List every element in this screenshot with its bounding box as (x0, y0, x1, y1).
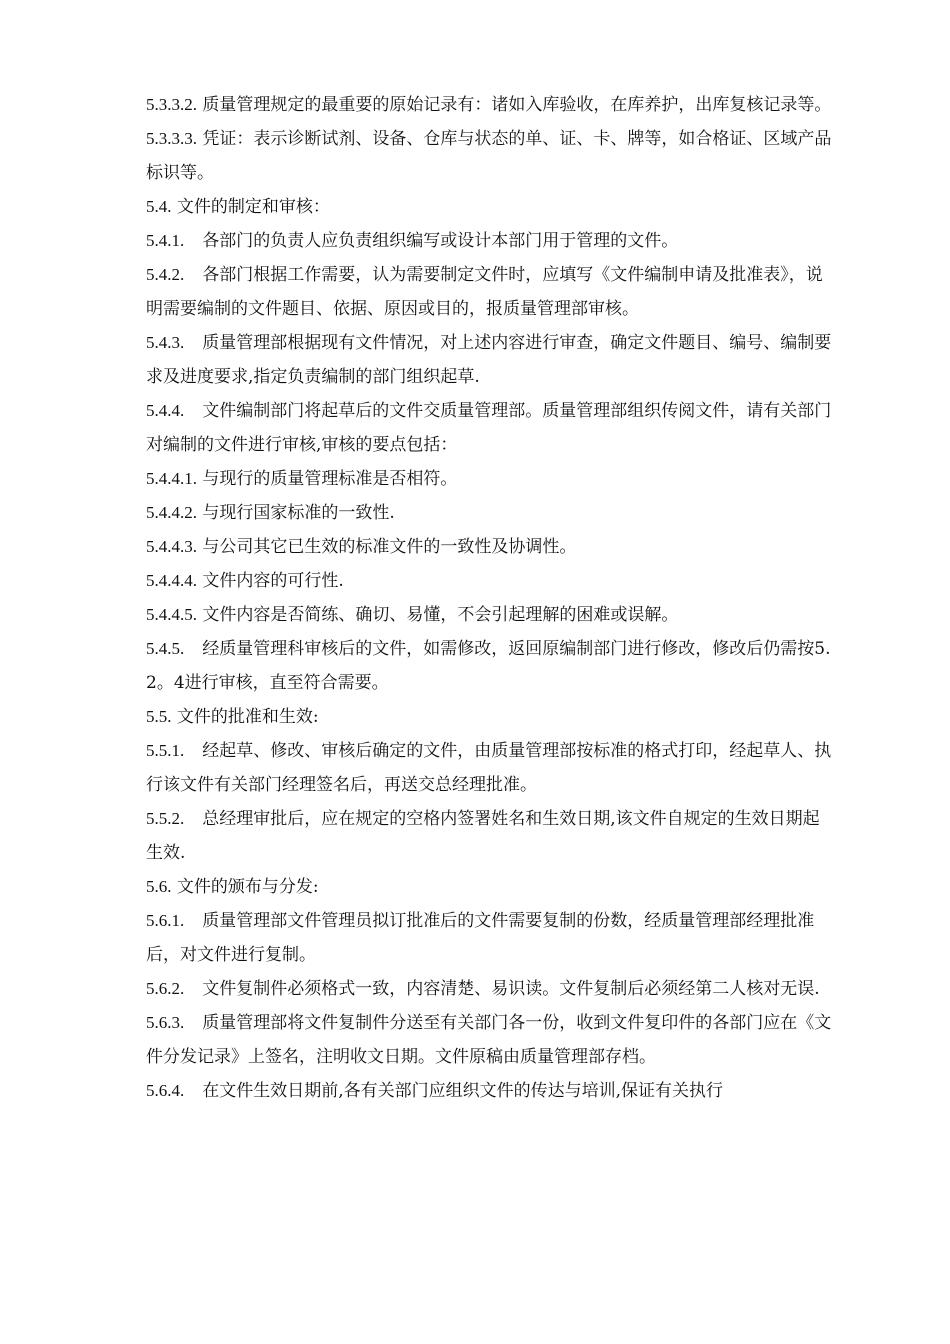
paragraph-number: 5.5.1. (146, 741, 185, 760)
paragraph-number: 5.4.4. (146, 401, 185, 420)
paragraph-number: 5.6.3. (146, 1013, 185, 1032)
paragraph-text: 凭证：表示诊断试剂、设备、仓库与状态的单、证、卡、牌等，如合格证、区域产品标识等。 (146, 129, 832, 183)
paragraph-number: 5.4.4.5. (146, 605, 197, 624)
paragraph-5-6-2 (146, 972, 836, 1006)
paragraph-5-6-1 (146, 904, 836, 972)
paragraph-text: 质量管理部文件管理员拟订批准后的文件需要复制的份数，经质量管理部经理批准后，对文件进行复制。 (146, 911, 815, 965)
paragraph-number: 5.4.4.1. (146, 469, 197, 488)
paragraph-number: 5.5. (146, 707, 172, 726)
paragraph-number: 5.6.4. (146, 1081, 185, 1100)
paragraph-text: 质量管理规定的最重要的原始记录有：诸如入库验收，在库养护，出库复核记录等。 (202, 95, 832, 115)
paragraph-text: 各部门根据工作需要，认为需要制定文件时，应填写《文件编制申请及批准表》，说明需要编制的文件题目、依据、原因或目的，报质量管理部审核。 (146, 265, 823, 319)
document-body (146, 88, 836, 1108)
paragraph-number: 5.3.3.2. (146, 95, 197, 114)
paragraph-5-4-4-1 (146, 462, 836, 496)
paragraph-5-4-4 (146, 394, 836, 462)
paragraph-number: 5.4.5. (146, 639, 185, 658)
paragraph-5-6-3 (146, 1006, 836, 1074)
paragraph-text: 经起草、修改、审核后确定的文件，由质量管理部按标准的格式打印，经起草人、执行该文件有关部门经理签名后，再送交总经理批准。 (146, 741, 832, 795)
paragraph-5-4-3 (146, 326, 836, 394)
paragraph-text: 各部门的负责人应负责组织编写或设计本部门用于管理的文件。 (202, 231, 679, 251)
paragraph-5-5-1 (146, 734, 836, 802)
paragraph-text: 文件内容的可行性. (202, 571, 344, 591)
paragraph-text: 在文件生效日期前,各有关部门应组织文件的传达与培训,保证有关执行 (202, 1081, 724, 1101)
paragraph-number: 5.4.4.2. (146, 503, 197, 522)
paragraph-number: 5.4.3. (146, 333, 185, 352)
paragraph-number: 5.5.2. (146, 809, 185, 828)
paragraph-text: 文件的批准和生效: (176, 707, 319, 727)
paragraph-5-4-5 (146, 632, 836, 700)
paragraph-5-4-4-5 (146, 598, 836, 632)
paragraph-text: 文件的颁布与分发: (176, 877, 319, 897)
paragraph-number: 5.6.1. (146, 911, 185, 930)
paragraph-text: 质量管理部将文件复制件分送至有关部门各一份，收到文件复印件的各部门应在《文件分发记录》上签名，注明收文日期。文件原稿由质量管理部存档。 (146, 1013, 832, 1067)
paragraph-5-3-3-2 (146, 88, 836, 122)
paragraph-number: 5.4.1. (146, 231, 185, 250)
paragraph-text: 与现行的质量管理标准是否相符。 (202, 469, 458, 489)
paragraph-5-4-1 (146, 224, 836, 258)
paragraph-number: 5.6. (146, 877, 172, 896)
paragraph-text: 文件编制部门将起草后的文件交质量管理部。质量管理部组织传阅文件，请有关部门对编制的文件进行审核,审核的要点包括： (146, 401, 832, 455)
paragraph-number: 5.4.4.4. (146, 571, 197, 590)
section-heading-5-6 (146, 870, 836, 904)
paragraph-number: 5.6.2. (146, 979, 185, 998)
paragraph-5-4-4-4 (146, 564, 836, 598)
paragraph-text: 与现行国家标准的一致性. (202, 503, 395, 523)
section-heading-5-4 (146, 190, 836, 224)
paragraph-5-4-4-3 (146, 530, 836, 564)
paragraph-number: 5.4.2. (146, 265, 185, 284)
paragraph-5-6-4 (146, 1074, 836, 1108)
paragraph-text: 总经理审批后，应在规定的空格内签署姓名和生效日期,该文件自规定的生效日期起生效. (146, 809, 820, 863)
paragraph-text: 文件内容是否简练、确切、易懂，不会引起理解的困难或误解。 (202, 605, 679, 625)
paragraph-text: 质量管理部根据现有文件情况，对上述内容进行审查，确定文件题目、编号、编制要求及进度要求,指定负责编制的部门组织起草. (146, 333, 832, 387)
paragraph-5-4-2 (146, 258, 836, 326)
section-heading-5-5 (146, 700, 836, 734)
paragraph-5-5-2 (146, 802, 836, 870)
paragraph-text: 经质量管理科审核后的文件，如需修改，返回原编制部门进行修改，修改后仍需按5.2。4进行审核，直至符合需要。 (146, 639, 831, 693)
paragraph-text: 文件复制件必须格式一致，内容清楚、易识读。文件复制后必须经第二人核对无误. (202, 979, 820, 999)
paragraph-text: 与公司其它已生效的标准文件的一致性及协调性。 (202, 537, 577, 557)
paragraph-number: 5.4.4.3. (146, 537, 197, 556)
paragraph-5-4-4-2 (146, 496, 836, 530)
paragraph-5-3-3-3 (146, 122, 836, 190)
paragraph-number: 5.4. (146, 197, 172, 216)
paragraph-text: 文件的制定和审核： (176, 197, 330, 217)
paragraph-number: 5.3.3.3. (146, 129, 197, 148)
